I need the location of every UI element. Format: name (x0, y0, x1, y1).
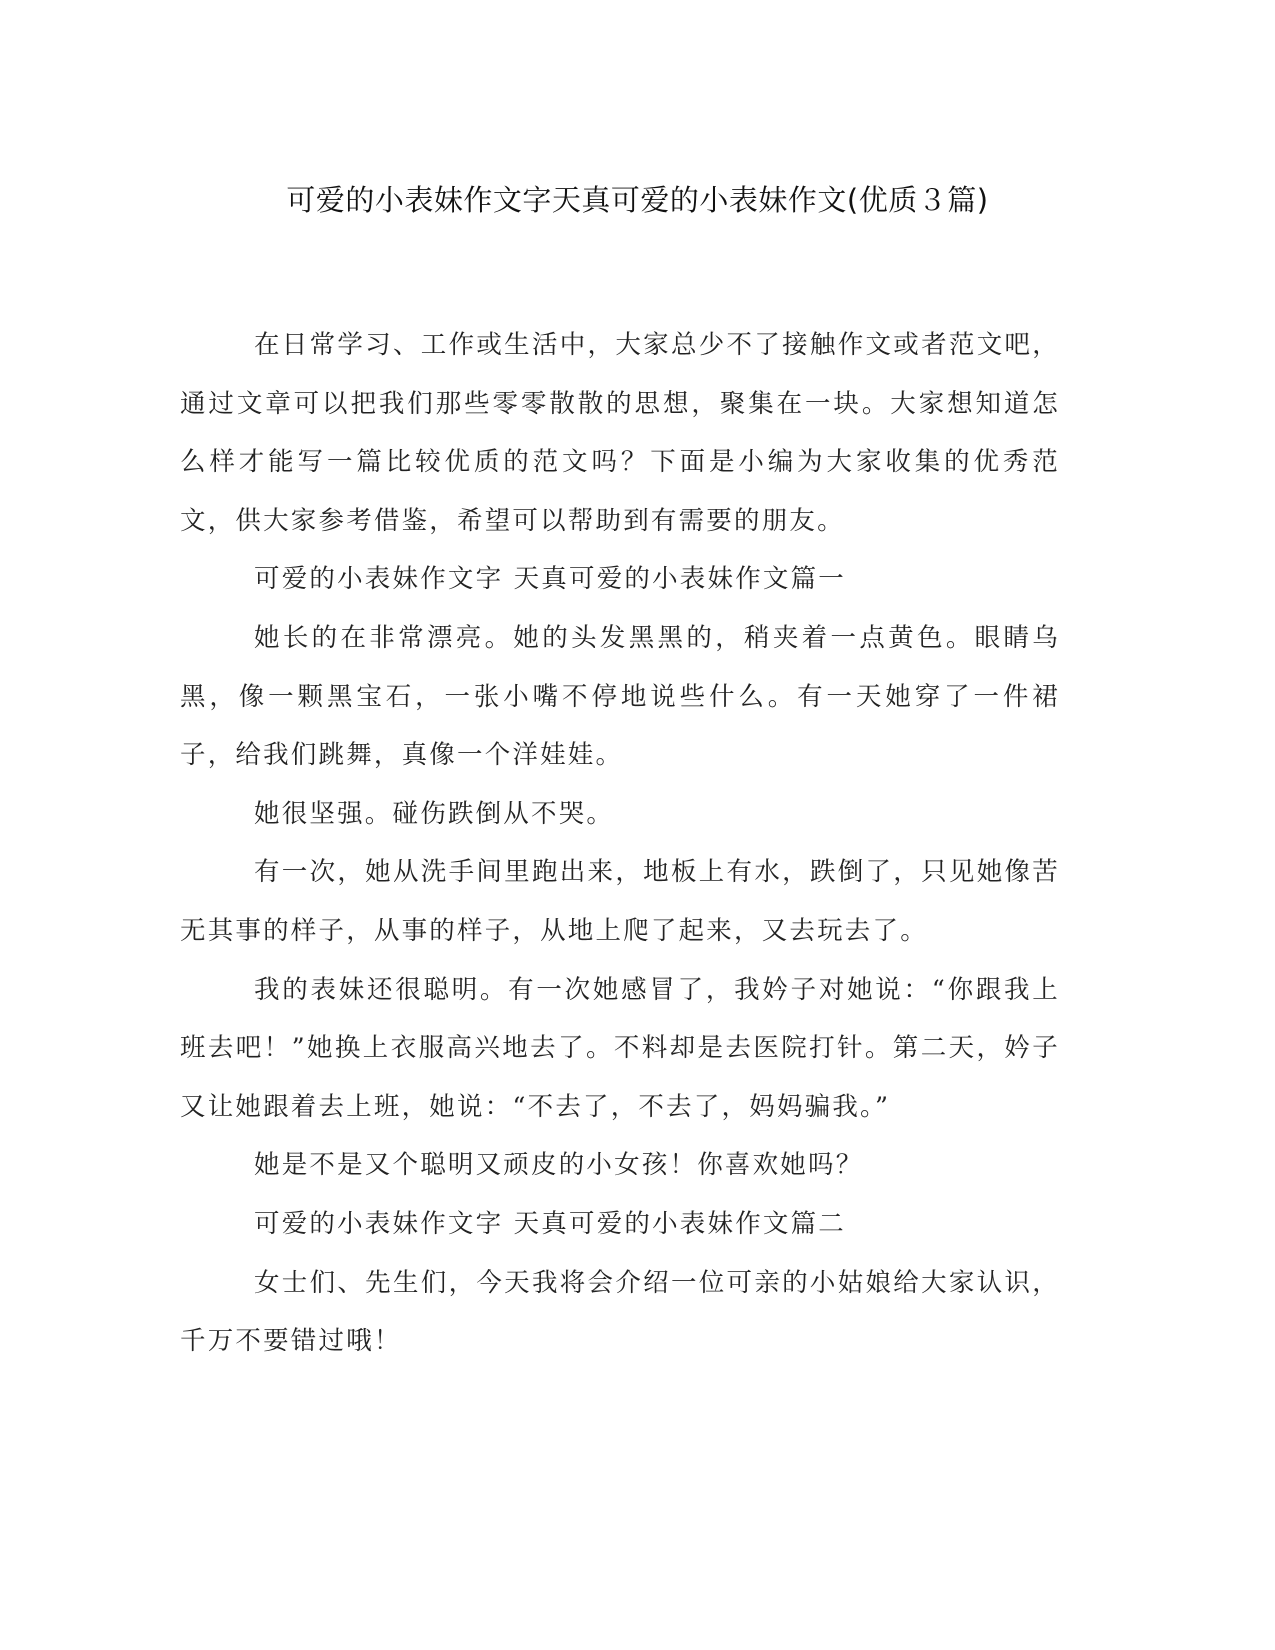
section-heading-1: 可爱的小表妹作文字 天真可爱的小表妹作文篇一 (254, 564, 847, 595)
document-body (180, 316, 1060, 1371)
document-title: 可爱的小表妹作文字天真可爱的小表妹作文(优质３篇) (286, 183, 989, 217)
body-paragraph: 有一次，她从洗手间里跑出来，地板上有水，跌倒了，只见她像苦无其事的样子，从事的样子，从地上爬了起来，又去玩去了。 (180, 857, 1060, 946)
body-paragraph: 我的表妹还很聪明。有一次她感冒了，我妗子对她说：“你跟我上班去吧！”她换上衣服高兴地去了。不料却是去医院打针。第二天，妗子又让她跟着去上班，她说：“不去了，不去了，妈妈骗我。” (180, 974, 1060, 1122)
body-paragraph: 她是不是又个聪明又顽皮的小女孩！你喜欢她吗？ (254, 1150, 864, 1181)
body-paragraph: 她长的在非常漂亮。她的头发黑黑的，稍夹着一点黄色。眼睛乌黑，像一颗黑宝石，一张小嘴不停地说些什么。有一天她穿了一件裙子，给我们跳舞，真像一个洋娃娃。 (180, 622, 1060, 771)
section-heading-2: 可爱的小表妹作文字 天真可爱的小表妹作文篇二 (254, 1208, 847, 1239)
body-paragraph: 女士们、先生们，今天我将会介绍一位可亲的小姑娘给大家认识，千万不要错过哦！ (180, 1267, 1060, 1357)
body-paragraph: 她很坚强。碰伤跌倒从不哭。 (254, 798, 615, 829)
intro-paragraph: 在日常学习、工作或生活中，大家总少不了接触作文或者范文吧，通过文章可以把我们那些零零散散的思想，聚集在一块。大家想知道怎么样才能写一篇比较优质的范文吗？下面是小编为大家收集的优秀范文，供大家参考借鉴，希望可以帮助到有需要的朋友。 (180, 330, 1060, 536)
